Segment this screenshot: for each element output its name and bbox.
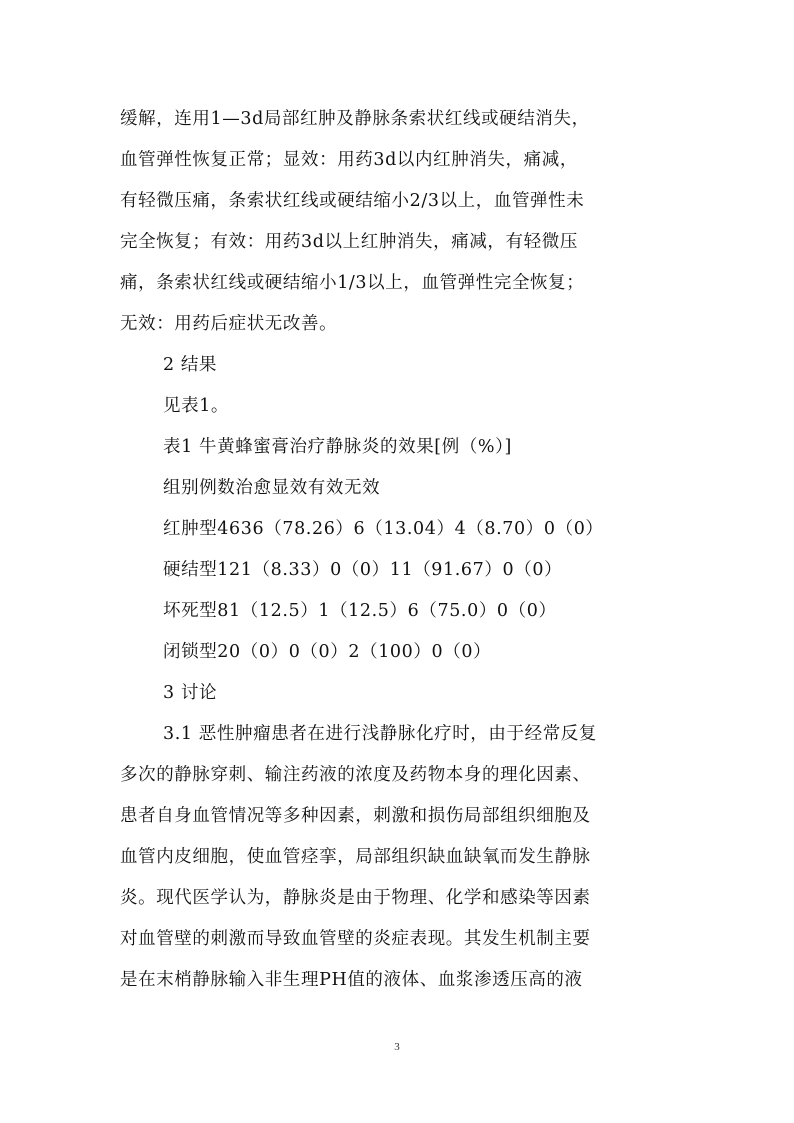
- paragraph-line: 患者自身血管情况等多种因素，刺激和损伤局部组织细胞及: [120, 806, 591, 826]
- table-row: 坏死型81（12.5）1（12.5）6（75.0）0（0）: [163, 601, 557, 621]
- paragraph-line: 完全恢复；有效：用药3d以上红肿消失，痛减，有轻微压: [120, 232, 578, 252]
- paragraph-line: 是在末梢静脉输入非生理PH值的液体、血浆渗透压高的液: [120, 970, 583, 990]
- paragraph-line: 多次的静脉穿刺、输注药液的浓度及药物本身的理化因素、: [120, 765, 591, 785]
- table-row: 红肿型4636（78.26）6（13.04）4（8.70）0（0）: [163, 519, 604, 539]
- paragraph-line: 对血管壁的刺激而导致血管壁的炎症表现。其发生机制主要: [120, 929, 591, 949]
- table-row: 闭锁型20（0）0（0）2（100）0（0）: [163, 642, 492, 662]
- section-heading-results: 2 结果: [163, 355, 218, 375]
- table-row: 硬结型121（8.33）0（0）11（91.67）0（0）: [163, 560, 563, 580]
- paragraph-line: 缓解，连用1—3d局部红肿及静脉条索状红线或硬结消失，: [120, 109, 590, 129]
- paragraph-line: 炎。现代医学认为，静脉炎是由于物理、化学和感染等因素: [120, 888, 591, 908]
- table-caption: 表1 牛黄蜂蜜膏治疗静脉炎的效果[例（%）]: [163, 437, 512, 457]
- page-number: 3: [394, 1041, 400, 1053]
- paragraph-line: 血管弹性恢复正常；显效：用药3d以内红肿消失，痛减，: [120, 150, 578, 170]
- paragraph-line: 有轻微压痛，条索状红线或硬结缩小2/3以上，血管弹性未: [120, 191, 585, 211]
- paragraph-line: 无效：用药后症状无改善。: [120, 314, 338, 334]
- table-header-row: 组别例数治愈显效有效无效: [163, 478, 381, 498]
- paragraph-line: 血管内皮细胞，使血管痉挛，局部组织缺血缺氧而发生静脉: [120, 847, 591, 867]
- section-heading-discussion: 3 讨论: [163, 683, 218, 703]
- paragraph-line: 痛，条索状红线或硬结缩小1/3以上，血管弹性完全恢复；: [120, 273, 585, 293]
- paragraph-line: 3.1 恶性肿瘤患者在进行浅静脉化疗时，由于经常反复: [163, 724, 597, 744]
- paragraph-line: 见表1。: [163, 396, 230, 416]
